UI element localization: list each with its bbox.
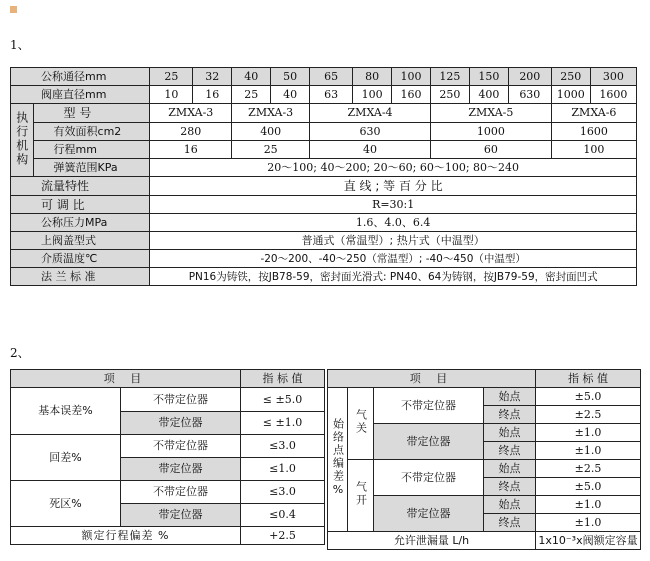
- actuator-label: 执行机构: [11, 104, 34, 177]
- with-positioner-label: 带定位器: [374, 424, 484, 460]
- seat-value: 630: [508, 86, 551, 104]
- start-point-label: 始点: [484, 496, 536, 514]
- end-point-label: 终点: [484, 442, 536, 460]
- no-positioner-label: 不带定位器: [121, 388, 241, 412]
- item-header: 项 目: [11, 370, 241, 388]
- ratio-label: 可 调 比: [11, 196, 150, 214]
- spring-label: 弹簧范围KPa: [33, 159, 150, 177]
- nominal-label: 公称通径mm: [11, 68, 150, 86]
- start-point-label: 始点: [484, 388, 536, 406]
- seat-value: 10: [150, 86, 193, 104]
- no-positioner-label: 不带定位器: [374, 460, 484, 496]
- area-value: 280: [150, 123, 232, 141]
- nominal-value: 250: [551, 68, 590, 86]
- flange-label: 法 兰 标 准: [11, 268, 150, 286]
- flow-label: 流量特性: [11, 177, 150, 196]
- seat-value: 160: [392, 86, 431, 104]
- seat-value: 25: [232, 86, 271, 104]
- valve-spec-table: [10, 67, 637, 286]
- area-value: 1000: [430, 123, 551, 141]
- spec-value: ±1.0: [536, 424, 641, 442]
- spec-value: ≤ ±1.0: [241, 412, 325, 435]
- seat-value: 1600: [590, 86, 636, 104]
- seat-value: 16: [193, 86, 232, 104]
- seat-value: 400: [469, 86, 508, 104]
- error-spec-table: [10, 369, 325, 545]
- section-1-label: 1、: [10, 38, 30, 52]
- nominal-value: 150: [469, 68, 508, 86]
- stroke-value: 100: [551, 141, 636, 159]
- area-value: 630: [310, 123, 431, 141]
- no-positioner-label: 不带定位器: [121, 435, 241, 458]
- basic-error-label: 基本误差%: [11, 388, 121, 435]
- start-point-label: 始点: [484, 460, 536, 478]
- end-point-label: 终点: [484, 478, 536, 496]
- value-header: 指 标 值: [536, 370, 641, 388]
- model-value: ZMXA-3: [232, 104, 310, 123]
- no-positioner-label: 不带定位器: [121, 481, 241, 504]
- start-end-deviation-label: 始络点编差%: [328, 388, 348, 532]
- section-marker: [10, 6, 17, 13]
- flow-value: 直 线 ; 等 百 分 比: [150, 177, 637, 196]
- nominal-value: 40: [232, 68, 271, 86]
- seat-value: 250: [430, 86, 469, 104]
- stroke-value: 40: [310, 141, 431, 159]
- spec-value: ±1.0: [536, 514, 641, 532]
- spec-value: ≤3.0: [241, 481, 325, 504]
- spec-value: ≤0.4: [241, 504, 325, 527]
- start-point-label: 始点: [484, 424, 536, 442]
- stroke-deviation-label: 额定行程偏差 %: [11, 527, 241, 545]
- flange-value: PN16为铸铁，按JB78-59，密封面光滑式: PN40、64为铸钢，按JB79-59，密封面凹式: [150, 268, 637, 286]
- seat-value: 1000: [551, 86, 590, 104]
- nominal-value: 300: [590, 68, 636, 86]
- nominal-value: 50: [271, 68, 310, 86]
- value-header: 指 标 值: [241, 370, 325, 388]
- model-value: ZMXA-5: [430, 104, 551, 123]
- model-value: ZMXA-3: [150, 104, 232, 123]
- air-open-label: 气开: [348, 460, 374, 532]
- area-value: 1600: [551, 123, 636, 141]
- no-positioner-label: 不带定位器: [374, 388, 484, 424]
- with-positioner-label: 带定位器: [121, 458, 241, 481]
- seat-label: 阀座直径mm: [11, 86, 150, 104]
- with-positioner-label: 带定位器: [374, 496, 484, 532]
- spec-value: ≤3.0: [241, 435, 325, 458]
- item-header: 项 目: [328, 370, 536, 388]
- stroke-value: 25: [232, 141, 310, 159]
- ratio-value: R=30:1: [150, 196, 637, 214]
- stroke-deviation-value: +2.5: [241, 527, 325, 545]
- leakage-value: 1x10⁻³x阀额定容量: [536, 532, 641, 550]
- model-value: ZMXA-6: [551, 104, 636, 123]
- model-value: ZMXA-4: [310, 104, 431, 123]
- seat-value: 40: [271, 86, 310, 104]
- hysteresis-label: 回差%: [11, 435, 121, 481]
- with-positioner-label: 带定位器: [121, 412, 241, 435]
- spec-value: ±2.5: [536, 460, 641, 478]
- spec-value: ≤1.0: [241, 458, 325, 481]
- nominal-value: 80: [353, 68, 392, 86]
- spec-value: ±2.5: [536, 406, 641, 424]
- temp-value: -20～200、-40～250（常温型）; -40～450（中温型）: [150, 250, 637, 268]
- nominal-value: 32: [193, 68, 232, 86]
- nominal-value: 65: [310, 68, 353, 86]
- spec-value: ±1.0: [536, 496, 641, 514]
- stroke-label: 行程mm: [33, 141, 150, 159]
- leakage-label: 允许泄漏量 L/h: [328, 532, 536, 550]
- stroke-value: 60: [430, 141, 551, 159]
- pressure-label: 公称压力MPa: [11, 214, 150, 232]
- stroke-value: 16: [150, 141, 232, 159]
- area-label: 有效面积cm2: [33, 123, 150, 141]
- area-value: 400: [232, 123, 310, 141]
- bonnet-label: 上阀盖型式: [11, 232, 150, 250]
- model-label: 型 号: [33, 104, 150, 123]
- deadband-label: 死区%: [11, 481, 121, 527]
- nominal-value: 200: [508, 68, 551, 86]
- with-positioner-label: 带定位器: [121, 504, 241, 527]
- temp-label: 介质温度℃: [11, 250, 150, 268]
- spec-value: ±1.0: [536, 442, 641, 460]
- nominal-value: 100: [392, 68, 431, 86]
- end-point-label: 终点: [484, 514, 536, 532]
- spec-value: ±5.0: [536, 388, 641, 406]
- seat-value: 63: [310, 86, 353, 104]
- pressure-value: 1.6、4.0、6.4: [150, 214, 637, 232]
- section-2-label: 2、: [10, 346, 30, 360]
- spring-value: 20～100; 40～200; 20～60; 60～100; 80～240: [150, 159, 637, 177]
- end-point-label: 终点: [484, 406, 536, 424]
- nominal-value: 25: [150, 68, 193, 86]
- nominal-value: 125: [430, 68, 469, 86]
- bonnet-value: 普通式（常温型）; 热片式（中温型）: [150, 232, 637, 250]
- spec-value: ±5.0: [536, 478, 641, 496]
- seat-value: 100: [353, 86, 392, 104]
- air-close-label: 气关: [348, 388, 374, 460]
- start-end-deviation-table: [327, 369, 641, 550]
- spec-value: ≤ ±5.0: [241, 388, 325, 412]
